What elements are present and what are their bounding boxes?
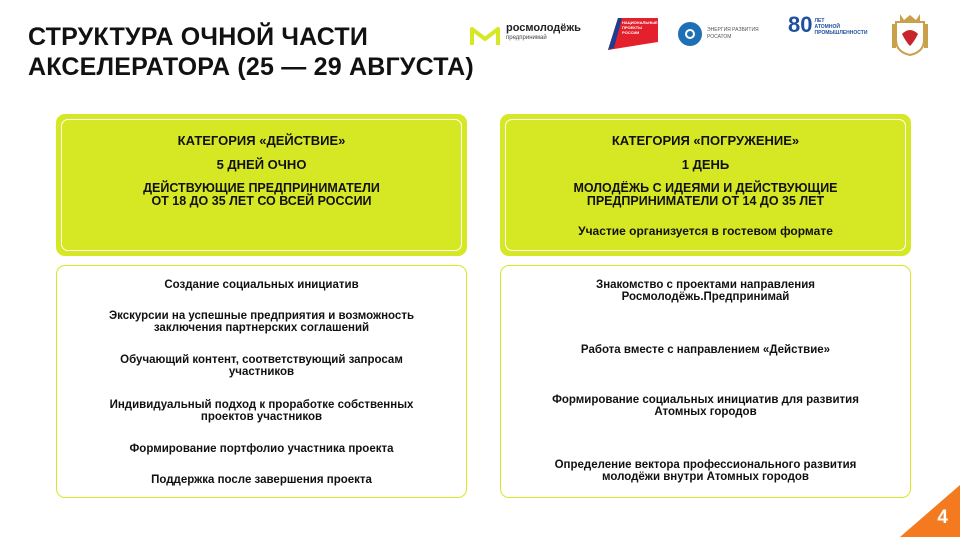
energy-of-development-logo [678, 22, 759, 46]
page-number-corner [900, 485, 960, 537]
action-detail-item [57, 310, 466, 334]
action-detail-item-3-line-2: участников [228, 366, 295, 378]
action-detail-item-5-line-1: Формирование портфолио участника проекта [129, 443, 394, 455]
immersion-detail-item-4-line-2: молодёжи внутри Атомных городов [601, 471, 810, 483]
energy-logo-line-2: РОСАТОМ [707, 34, 732, 40]
80-years-nuclear-industry-logo [788, 14, 867, 36]
action-detail-item-2-line-1: Экскурсии на успешные предприятия и возможность [108, 310, 415, 322]
immersion-detail-item-3-line-2: Атомных городов [654, 406, 757, 418]
immersion-category-duration: 1 ДЕНЬ [681, 157, 730, 172]
slide-title [28, 22, 474, 82]
rosatom-icon [678, 22, 702, 46]
immersion-category-title: КАТЕГОРИЯ «ПОГРУЖЕНИЕ» [611, 133, 800, 148]
action-detail-item [57, 474, 466, 486]
action-category-details [56, 265, 467, 498]
immersion-audience-line-2: ПРЕДПРИНИМАТЕЛИ ОТ 14 ДО 35 ЛЕТ [586, 194, 825, 208]
immersion-detail-item-4-line-1: Определение вектора профессионального развития [554, 459, 857, 471]
slide-title-line-1: СТРУКТУРА ОЧНОЙ ЧАСТИ [28, 23, 369, 51]
immersion-detail-item [501, 394, 910, 418]
immersion-audience-line-1: МОЛОДЁЖЬ С ИДЕЯМИ И ДЕЙСТВУЮЩИЕ [573, 181, 838, 195]
immersion-detail-item [501, 459, 910, 483]
anniversary-number: 80 [788, 12, 813, 37]
page-number: 4 [937, 507, 948, 528]
rosmolodezh-logo-name: росмолодёжь [506, 22, 581, 34]
immersion-category-details [500, 265, 911, 498]
action-detail-item [57, 443, 466, 455]
action-detail-item [57, 279, 466, 291]
action-detail-item-4-line-2: проектов участников [200, 411, 323, 423]
immersion-detail-item-1-line-2: Росмолодёжь.Предпринимай [621, 291, 790, 303]
national-projects-logo-text: НАЦИОНАЛЬНЫЕ ПРОЕКТЫ РОССИИ [622, 20, 658, 35]
action-category-duration: 5 ДНЕЙ ОЧНО [216, 157, 307, 172]
immersion-detail-item-1-line-1: Знакомство с проектами направления [596, 279, 815, 291]
anniversary-line-2: АТОМНОЙ [814, 24, 840, 30]
national-projects-logo [608, 16, 658, 50]
slide-title-line-2: АКСЕЛЕРАТОРА (25 — 29 АВГУСТА) [28, 53, 474, 81]
energy-logo-line-1: ЭНЕРГИЯ РАЗВИТИЯ [707, 27, 759, 33]
anniversary-line-3: ПРОМЫШЛЕННОСТИ [814, 30, 868, 36]
immersion-detail-item-3-line-1: Формирование социальных инициатив для развития [552, 394, 859, 406]
action-detail-item [57, 399, 466, 423]
immersion-detail-item [501, 344, 910, 356]
action-audience-line-1: ДЕЙСТВУЮЩИЕ ПРЕДПРИНИМАТЕЛИ [143, 181, 380, 195]
rosmolodezh-logo-sub: предпринимай [506, 35, 547, 41]
action-category-title: КАТЕГОРИЯ «ДЕЙСТВИЕ» [177, 133, 346, 148]
action-detail-item-4-line-1: Индивидуальный подход к проработке собственных [109, 399, 414, 411]
immersion-format-note: Участие организуется в гостевом формате [578, 224, 833, 238]
action-detail-item-1-line-1: Создание социальных инициатив [164, 279, 359, 291]
action-category-header [56, 114, 467, 256]
action-detail-item-6-line-1: Поддержка после завершения проекта [151, 474, 372, 486]
action-detail-item-3-line-1: Обучающий контент, соответствующий запросам [120, 354, 403, 366]
rosmolodezh-mark-icon [470, 25, 500, 47]
anniversary-line-1: ЛЕТ [814, 18, 825, 24]
action-detail-item [57, 354, 466, 378]
action-detail-item-2-line-2: заключения партнерских соглашений [153, 322, 370, 334]
immersion-detail-item-2-line-1: Работа вместе с направлением «Действие» [580, 344, 831, 356]
partner-logos [470, 12, 940, 62]
action-audience-line-2: ОТ 18 ДО 35 ЛЕТ СО ВСЕЙ РОССИИ [151, 194, 372, 208]
page-number-badge [900, 485, 960, 537]
coat-of-arms-icon [890, 12, 930, 56]
rosmolodezh-logo [470, 22, 581, 47]
immersion-detail-item [501, 279, 910, 303]
immersion-category-header [500, 114, 911, 256]
